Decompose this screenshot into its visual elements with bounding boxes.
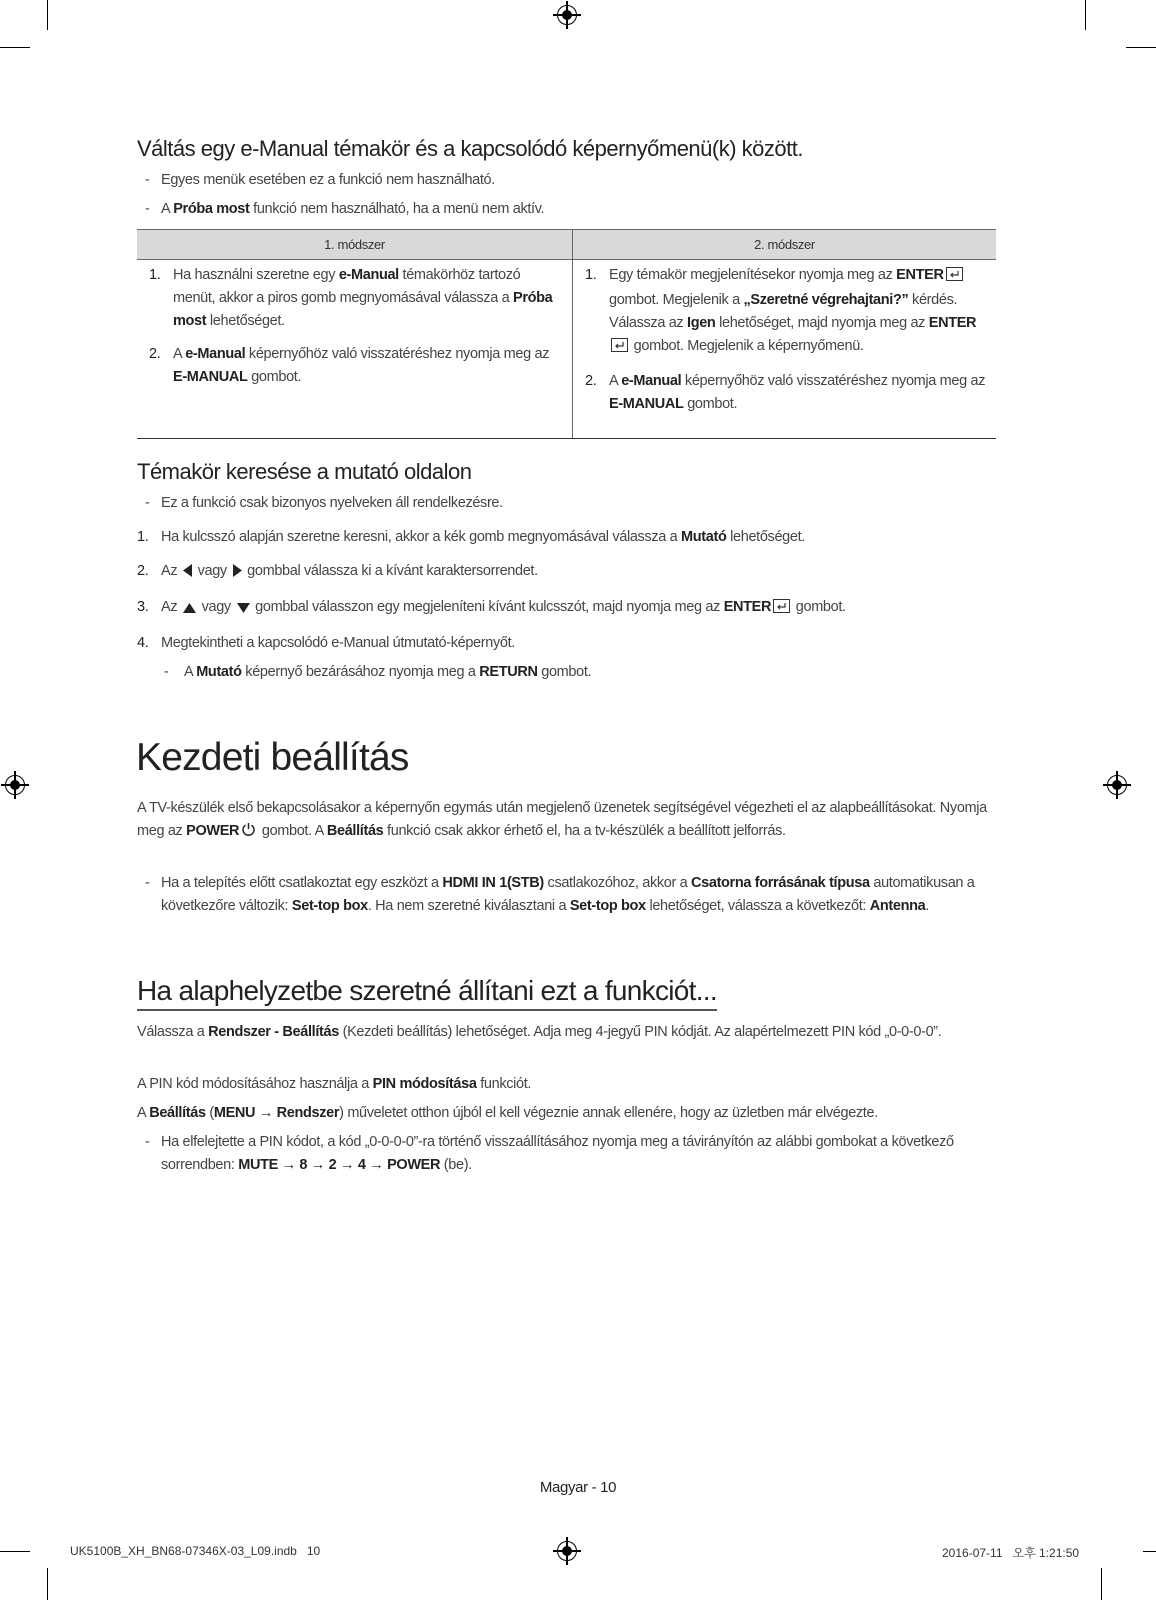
section-heading: Ha alaphelyzetbe szeretné állítani ezt a funkciót... [137, 974, 717, 1011]
list-number: 2. [585, 373, 597, 389]
text-run: gombot. Megjelenik a [609, 292, 744, 308]
enter-icon [773, 598, 790, 621]
note: - Ha a telepítés előtt csatlakoztat egy eszközt a HDMI IN 1(STB) csatlakozóhoz, akkor a Csatorna forrásának típusa automatikusan a következőre változik: Set-top box. Ha nem szeretné kiválasztani a Set-top box lehetőséget, válassza a következőt: Antenna. [145, 875, 975, 914]
text-run: . Ha nem szeretné kiválasztani a [367, 898, 570, 914]
registration-mark-icon [557, 5, 577, 25]
left-icon [183, 562, 192, 585]
text-run: (Kezdeti beállítás) lehetőséget. Adja meg 4-jegyű PIN kódját. Az alapértelmezett PIN kód „0-0-0-0”. [338, 1024, 942, 1040]
term-highlight: Antenna [869, 898, 926, 914]
text-run: lehetőséget, válassza a következőt: [645, 898, 870, 914]
text-run: gombot. [247, 369, 302, 385]
text-run: képernyőhöz való visszatéréshez nyomja meg az [681, 373, 986, 389]
term-highlight: POWER [186, 823, 240, 839]
text-run: lehetőséget. [206, 313, 285, 329]
text-run: (be). [440, 1157, 472, 1173]
term-highlight: HDMI IN 1(STB) [442, 875, 544, 891]
registration-mark-icon [1107, 775, 1127, 795]
term-highlight: Mutató [196, 664, 242, 680]
paragraph [137, 1073, 997, 1096]
text-run: témakörhöz tartozó menüt, akkor a piros gomb megnyomásával válassza a [173, 267, 521, 306]
term-highlight: Beállítás [326, 823, 384, 839]
print-timestamp: 2016-07-11 오후 1:21:50 [942, 1546, 1080, 1560]
text-run: képernyőhöz való visszatéréshez nyomja meg az [245, 346, 550, 362]
note: - Egyes menük esetében ez a funkció nem használható. [145, 172, 495, 188]
text-run: Egy témakör megjelenítésekor nyomja meg az [609, 267, 897, 283]
text-run: vagy [193, 563, 231, 579]
list-number: 2. [149, 346, 161, 362]
list-number: 1. [585, 267, 597, 283]
text-run: A [184, 664, 197, 680]
table-cell [573, 260, 997, 439]
text-run: automatikusan a következőre változik: [161, 875, 975, 914]
text-run: Ez a funkció csak bizonyos nyelveken áll rendelkezésre. [161, 495, 503, 511]
crop-mark [47, 0, 48, 30]
steps-list: 1. Ha kulcsszó alapján szeretne keresni, akkor a kék gomb megnyomásával válassza a Mutató lehetőséget. 2. Az vagy gombbal válassza ki a kívánt karaktersorrendet. 3. Az vagy gombbal válasszon egy megjeleníteni kívánt kulcsszót, majd nyomja meg az ENTER gombot. 4. Megtekintheti a kapcsolódó e-Manual útmutató-képernyőt. - A Mutató képernyő bezárásához nyomja meg a RETURN gombot. [137, 526, 997, 684]
text-run: . [925, 898, 930, 914]
text-run: lehetőséget, majd nyomja meg az [715, 315, 929, 331]
table-cell [137, 260, 573, 439]
text-run: kérdés. Válassza az [609, 292, 958, 331]
text-run: Az [161, 563, 181, 579]
text-run: funkciót. [476, 1076, 532, 1092]
registration-mark-icon [5, 775, 25, 795]
text-run: A PIN kód módosításához használja a [137, 1076, 373, 1092]
text-run: Egyes menük esetében ez a funkció nem használható. [161, 172, 495, 188]
paragraph [137, 1102, 997, 1125]
table-header: 1. módszer [137, 230, 573, 260]
term-highlight: E-MANUAL [609, 396, 684, 412]
term-highlight: e-Manual [621, 373, 682, 389]
term-highlight: PIN módosítása [372, 1076, 477, 1092]
term-highlight: Próba most [173, 201, 250, 217]
crop-mark [47, 1568, 48, 1600]
text-run: ( [205, 1105, 214, 1121]
paragraph [137, 797, 997, 845]
term-highlight: E-MANUAL [173, 369, 248, 385]
term-highlight: RETURN [479, 664, 538, 680]
text-run: gombot. [792, 599, 846, 615]
text-run: gombot. [537, 664, 592, 680]
term-highlight: Próba most [173, 290, 553, 329]
text-run: gombot. Megjelenik a képernyőmenü. [630, 338, 864, 354]
term-highlight: e-Manual [185, 346, 246, 362]
text-run: gombbal válasszon egy megjeleníteni kívánt kulcsszót, majd nyomja meg az [251, 599, 724, 615]
term-highlight: Set-top box [569, 898, 646, 914]
crop-mark [1143, 1551, 1156, 1552]
term-highlight: Mutató [681, 529, 727, 545]
paragraph [137, 1021, 997, 1044]
text-run: gombot. A [258, 823, 327, 839]
section-heading: Váltás egy e-Manual témakör és a kapcsolódó képernyőmenü(k) között. [137, 136, 803, 161]
right-icon [233, 562, 242, 585]
term-highlight: ENTER [896, 267, 944, 283]
text-run: Az [161, 599, 181, 615]
list-number: 4. [137, 635, 149, 651]
term-highlight: Csatorna forrásának típusa [691, 875, 870, 891]
text-run: Válassza a [137, 1024, 209, 1040]
down-icon [237, 598, 250, 621]
text-run: A [161, 201, 174, 217]
crop-mark [0, 47, 30, 48]
term-highlight: Igen [687, 315, 716, 331]
note: - Ha elfelejtette a PIN kódot, a kód „0-0-0-0”-ra történő visszaállításához nyomja meg a távirányítón az alábbi gombokat a következő sorrendben: MUTE → 8 → 2 → 4 → POWER (be). [145, 1134, 954, 1173]
section-heading: Témakör keresése a mutató oldalon [137, 459, 472, 484]
term-highlight: Beállítás [149, 1105, 206, 1121]
text-run: Megtekintheti a kapcsolódó e-Manual útmutató-képernyőt. [161, 635, 515, 651]
registration-mark-icon [557, 1541, 577, 1561]
text-run: A [173, 346, 186, 362]
text-run: ) műveletet otthon újból el kell végeznie annak ellenére, hogy az üzletben már elvégezte. [339, 1105, 878, 1121]
list-number: 1. [149, 267, 161, 283]
crop-mark [1126, 47, 1156, 48]
text-run: vagy [197, 599, 235, 615]
text-run: A TV-készülék első bekapcsolásakor a képernyőn egymás után megjelenő üzenetek segítségével végezheti el az alapbeállításokat. Nyomja meg az [137, 800, 987, 839]
list-number: 3. [137, 599, 149, 615]
term-highlight: Rendszer - Beállítás [208, 1024, 339, 1040]
page-number: Magyar - 10 [539, 1479, 617, 1496]
crop-mark [0, 1551, 14, 1552]
term-highlight: e-Manual [338, 267, 399, 283]
text-run: Ha elfelejtette a PIN kódot, a kód „0-0-0-0”-ra történő visszaállításához nyomja meg a távirányítón az alábbi gombokat a következő sorrendben: [161, 1134, 954, 1173]
list-number: 2. [137, 563, 149, 579]
text-run: csatlakozóhoz, akkor a [543, 875, 692, 891]
chapter-title: Kezdeti beállítás [136, 736, 409, 779]
term-highlight: ENTER [723, 599, 772, 615]
table-header: 2. módszer [573, 230, 997, 260]
methods-table [137, 229, 996, 439]
list-number: 1. [137, 529, 149, 545]
text-run: Ha kulcsszó alapján szeretne keresni, akkor a kék gomb megnyomásával válassza a [161, 529, 682, 545]
term-highlight: ENTER [928, 315, 977, 331]
file-slug: UK5100B_XH_BN68-07346X-03_L09.indb 10 [70, 1544, 321, 1558]
text-run: A [137, 1105, 150, 1121]
enter-icon [611, 337, 628, 360]
enter-icon [946, 266, 963, 289]
up-icon [183, 598, 196, 621]
note: - Ez a funkció csak bizonyos nyelveken áll rendelkezésre. [145, 495, 503, 511]
text-run: funkció csak akkor érhető el, ha a tv-készülék a beállított jelforrás. [383, 823, 786, 839]
text-run: gombot. [683, 396, 738, 412]
note: - A Próba most funkció nem használható, ha a menü nem aktív. [145, 201, 545, 217]
text-run: képernyő bezárásához nyomja meg a [241, 664, 480, 680]
term-highlight: „Szeretné végrehajtani?” [743, 292, 909, 308]
text-run: A [609, 373, 622, 389]
text-run: lehetőséget. [726, 529, 805, 545]
text-run: gombbal válassza ki a kívánt karaktersorrendet. [243, 563, 538, 579]
text-run: Ha a telepítés előtt csatlakoztat egy eszközt a [161, 875, 443, 891]
crop-mark [1085, 0, 1086, 30]
power-icon [241, 822, 256, 845]
term-highlight: MENU → Rendszer [213, 1105, 340, 1121]
text-run: funkció nem használható, ha a menü nem aktív. [249, 201, 545, 217]
term-highlight: MUTE → 8 → 2 → 4 → POWER [238, 1157, 441, 1173]
text-run: Ha használni szeretne egy [173, 267, 339, 283]
crop-mark [1101, 1568, 1102, 1600]
term-highlight: Set-top box [291, 898, 368, 914]
